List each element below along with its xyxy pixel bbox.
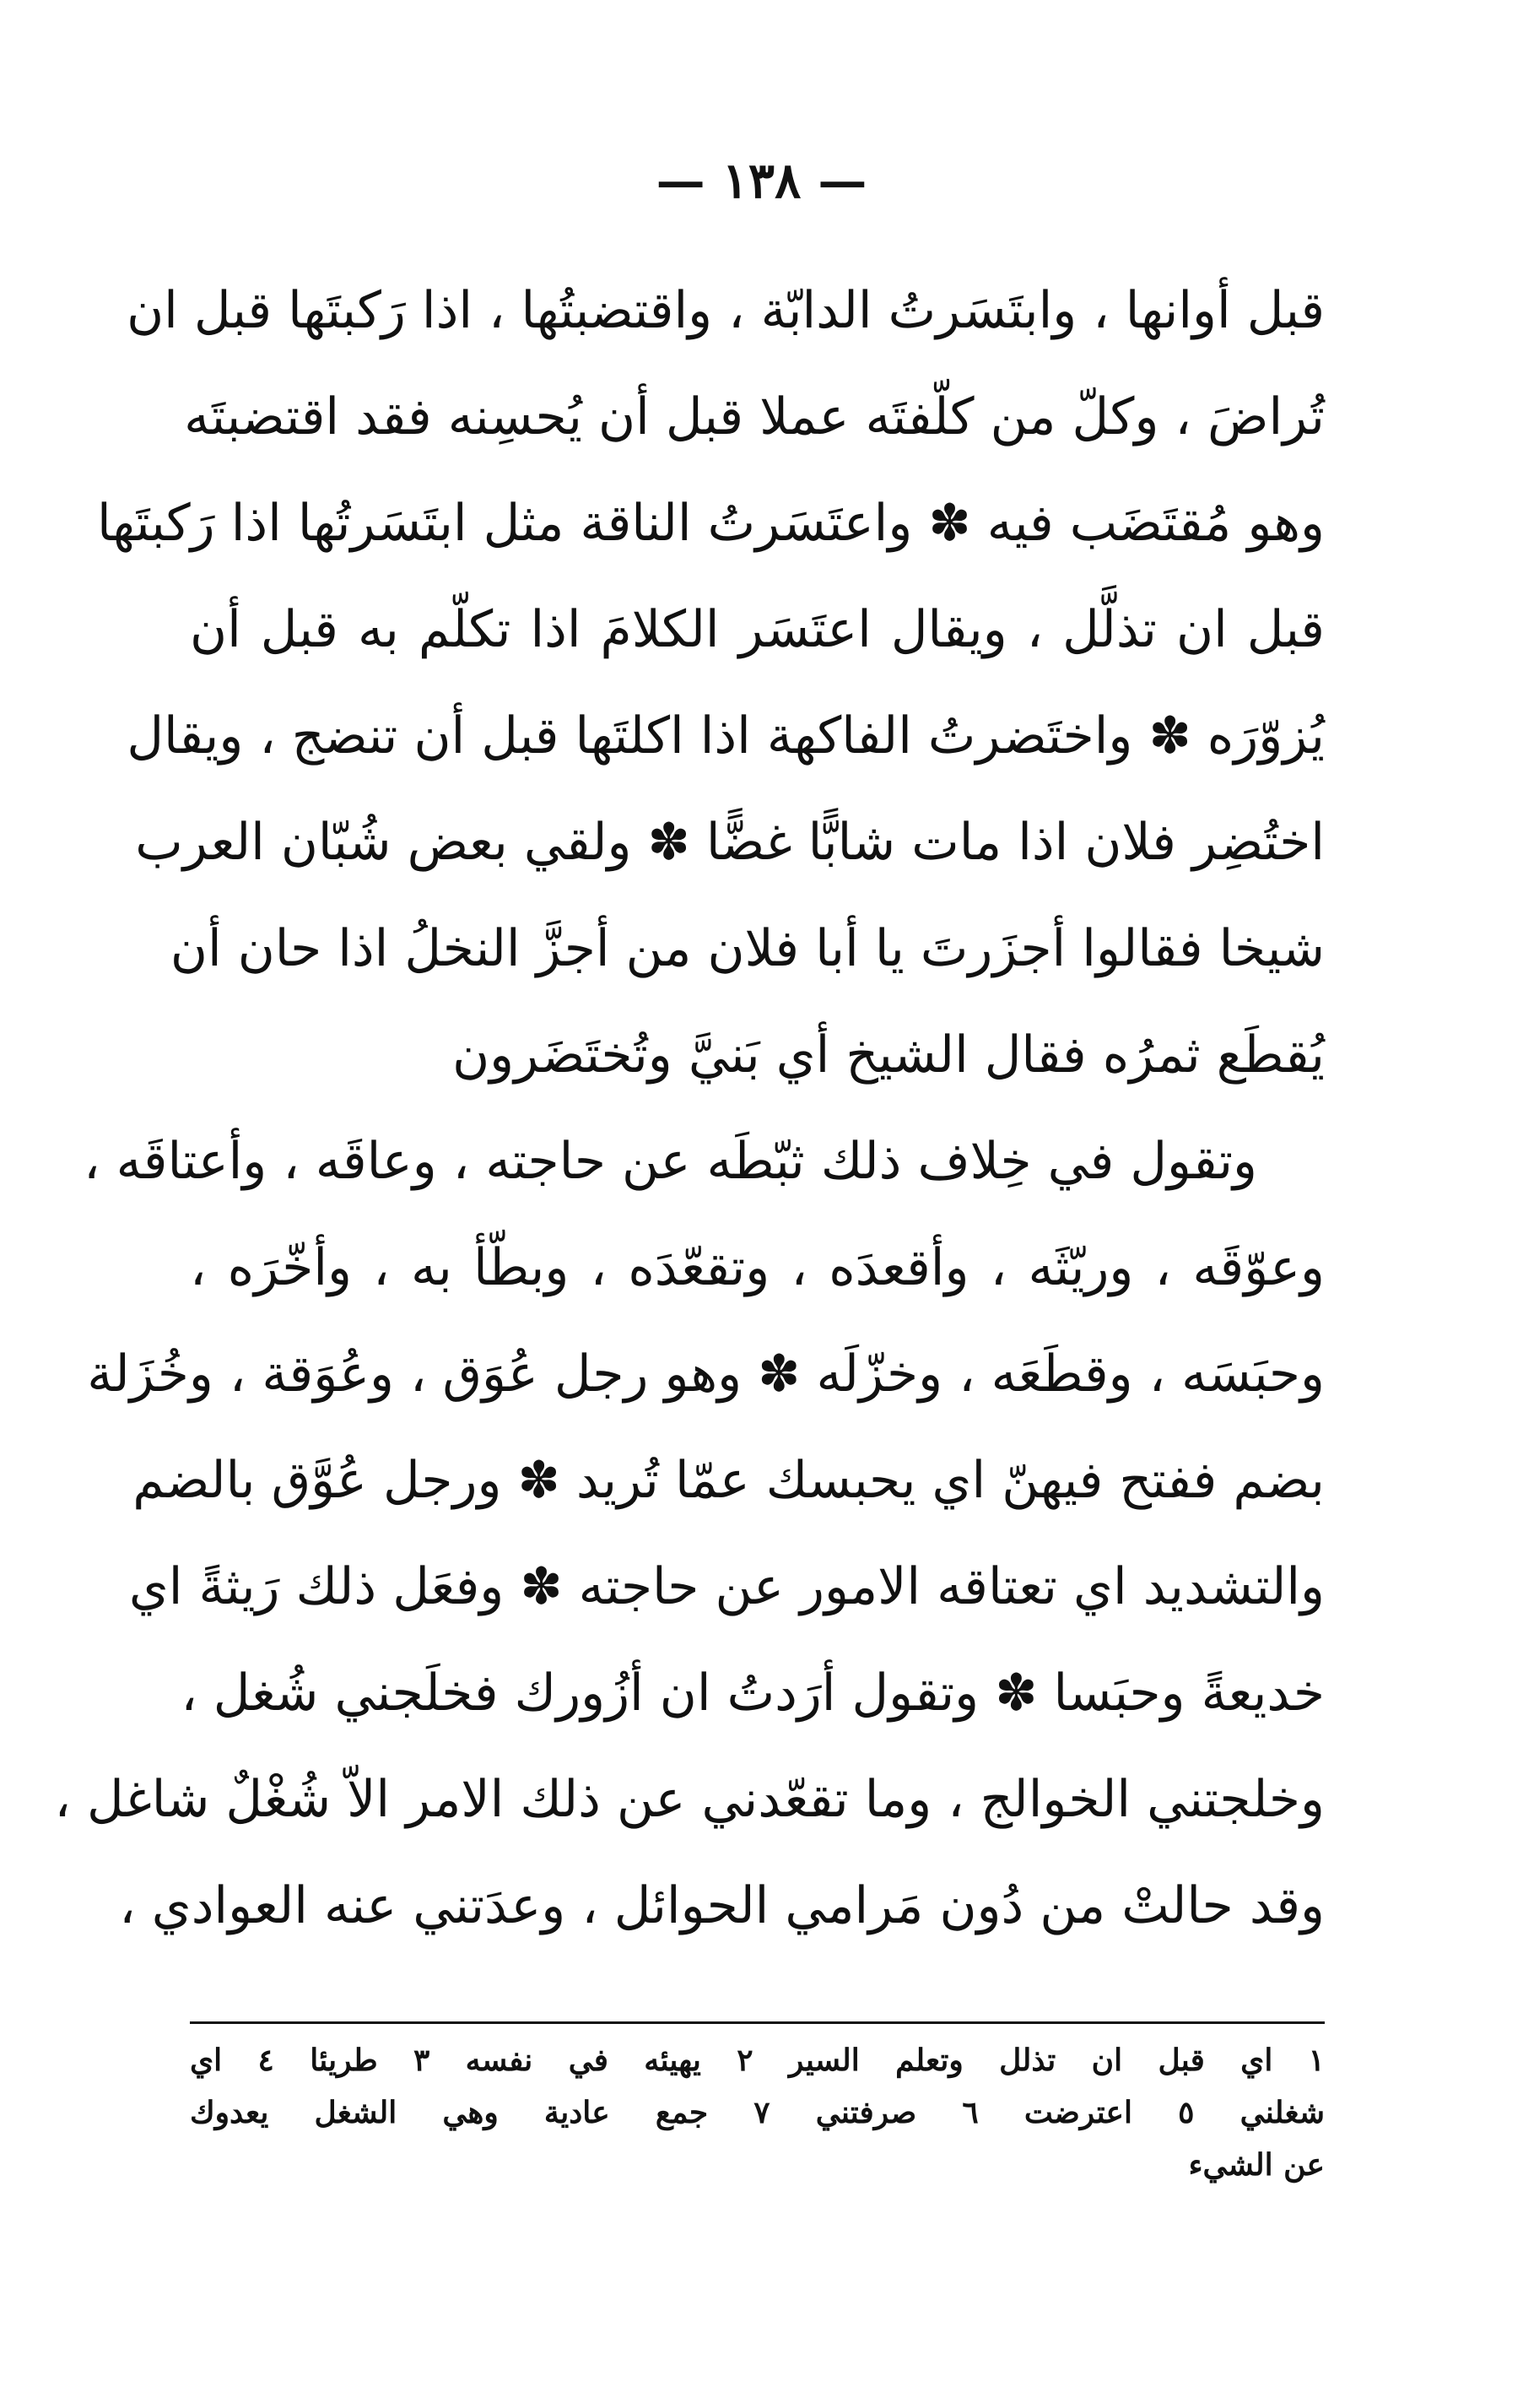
footnote-divider (190, 2021, 1325, 2024)
body-line: قبل ان تذلَّل ، ويقال اعتَسَر الكلامَ اذا تكلّم به قبل أن (190, 600, 1325, 659)
footnotes (190, 2034, 1325, 2191)
footnote-line: شغلني ٥ اعترضت ٦ صرفتني ٧ جمع عادية وهي الشغل يعدوك (190, 2095, 1325, 2130)
body-line: وخلجتني الخوالج ، وما تقعّدني عن ذلك الامر الاّ شُغْلٌ شاغل ، (54, 1770, 1325, 1829)
body-line: بضم ففتح فيهنّ اي يحبسك عمّا تُريد ✽ ورجل عُوَّق بالضم (132, 1451, 1325, 1510)
body-text (54, 257, 1325, 1959)
footnote-line: عن الشيء (1188, 2147, 1325, 2183)
body-line: خديعةً وحبَسا ✽ وتقول أرَدتُ ان أزُورك فخلَجني شُغل ، (181, 1664, 1325, 1723)
body-line: تُراضَ ، وكلّ من كلّفتَه عملا قبل أن يُحسِنه فقد اقتضبتَه (184, 387, 1325, 446)
body-line: والتشديد اي تعتاقه الامور عن حاجته ✽ وفعَل ذلك رَيثةً اي (128, 1557, 1325, 1616)
body-line: قبل أوانها ، وابتَسَرتُ الدابّة ، واقتضبتُها ، اذا رَكبتَها قبل ان (127, 281, 1325, 340)
body-line: اختُضِر فلان اذا مات شابًّا غضًّا ✽ ولقي بعض شُبّان العرب (135, 813, 1325, 872)
body-line: وقد حالتْ من دُون مَرامي الحوائل ، وعدَتني عنه العوادي ، (119, 1876, 1325, 1935)
body-line: شيخا فقالوا أجزَرتَ يا أبا فلان من أجزَّ النخلُ اذا حان أن (170, 919, 1325, 978)
body-line: وهو مُقتَضَب فيه ✽ واعتَسَرتُ الناقة مثل ابتَسَرتُها اذا رَكبتَها (96, 494, 1325, 553)
footnote-line: ١ اي قبل ان تذلل وتعلم السير ٢ يهيئه في نفسه ٣ طريئا ٤ اي (190, 2043, 1326, 2078)
body-line: وحبَسَه ، وقطَعَه ، وخزّلَه ✽ وهو رجل عُوَق ، وعُوَقة ، وخُزَلة (87, 1345, 1325, 1404)
page-number: — ١٣٨ — (656, 152, 867, 209)
paragraph-start-line: وتقول في خِلاف ذلك ثبّطَه عن حاجته ، وعاقَه ، وأعتاقَه ، (84, 1132, 1257, 1191)
body-line: يُقطَع ثمرُه فقال الشيخ أي بَنيَّ وتُختَضَرون (452, 1025, 1325, 1085)
body-line: وعوّقَه ، وريّثَه ، وأقعدَه ، وتقعّدَه ، وبطّأ به ، وأخّرَه ، (190, 1238, 1325, 1297)
body-line: يُزوّرَه ✽ واختَضرتُ الفاكهة اذا اكلتَها قبل أن تنضج ، ويقال (127, 706, 1325, 766)
